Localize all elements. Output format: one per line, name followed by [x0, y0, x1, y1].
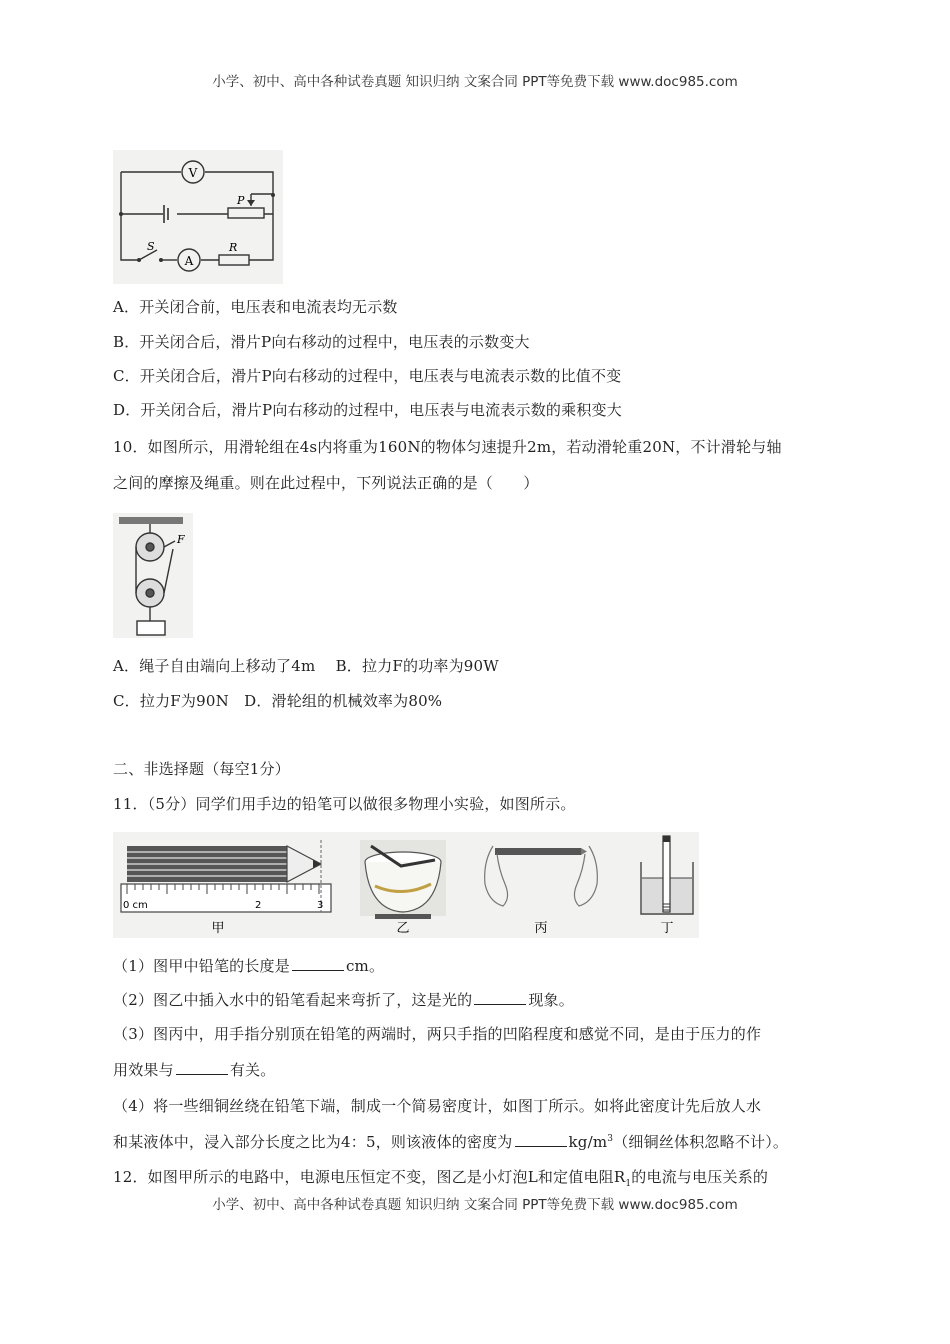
q11-part3-line2 — [113, 1059, 275, 1080]
slider-label: P — [237, 194, 245, 207]
q11-part3-tail: 有关。 — [229, 1061, 276, 1079]
pencil-figure — [113, 832, 699, 938]
q10-options-ab: A．绳子自由端向上移动了4m B．拉力F的功率为90W — [113, 657, 499, 675]
circuit-figure — [113, 150, 283, 284]
q11-part2-tail: 现象。 — [528, 991, 574, 1009]
q9-option-a: A．开关闭合前，电压表和电流表均无示数 — [113, 298, 398, 316]
answer-blank-1[interactable] — [292, 956, 344, 971]
q11-part4-line1: （4）将一些细铜丝绕在铅笔下端，制成一个简易密度计，如图丁所示。如将此密度计先后放人水 — [113, 1097, 762, 1115]
q11-part3-line1: （3）图丙中，用手指分别顶在铅笔的两端时，两只手指的凹陷程度和感觉不同，是由于压力的作 — [113, 1025, 762, 1043]
bowl-image — [360, 840, 446, 919]
q10-stem-line1: 10．如图所示，用滑轮组在4s内将重为160N的物体匀速提升2m，若动滑轮重20N，不计滑轮与轴 — [113, 438, 782, 456]
pulley-figure — [113, 513, 193, 638]
q11-part4-text: 和某液体中，浸入部分长度之比为4：5，则该液体的密度为 — [113, 1133, 513, 1151]
q9-option-c: C．开关闭合后，滑片P向右移动的过程中，电压表与电流表示数的比值不变 — [113, 367, 622, 385]
force-label: F — [177, 533, 185, 546]
q10-stem-line2: 之间的摩擦及绳重。则在此过程中，下列说法正确的是（ ） — [113, 474, 539, 492]
pencil-ruler-image — [121, 840, 331, 912]
q11-part3-text: 用效果与 — [113, 1061, 174, 1079]
q11-part4-tail: （细铜丝体积忽略不计）。 — [613, 1133, 789, 1151]
q11-part2 — [113, 989, 574, 1010]
figure-ding-label: 丁 — [660, 921, 674, 936]
ruler-3-label: 3 — [317, 900, 324, 911]
voltmeter-label: V — [188, 166, 198, 180]
figure-bing-label: 丙 — [534, 921, 548, 936]
switch-label: S — [147, 240, 155, 253]
q12-text-b: 的电流与电压关系的 — [631, 1168, 769, 1186]
q9-option-d: D．开关闭合后，滑片P向右移动的过程中，电压表与电流表示数的乘积变大 — [113, 401, 622, 419]
q11-stem: 11．（5分）同学们用手边的铅笔可以做很多物理小实验，如图所示。 — [113, 795, 576, 813]
q12-stem — [113, 1166, 768, 1189]
figure-jia-label: 甲 — [211, 921, 225, 936]
ruler-zero-label: 0 cm — [123, 900, 148, 911]
q12-text-a: 12．如图甲所示的电路中，电源电压恒定不变，图乙是小灯泡L和定值电阻R — [113, 1168, 626, 1186]
q11-part4-unit: kg/m — [568, 1133, 608, 1151]
q9-option-b: B．开关闭合后，滑片P向右移动的过程中，电压表的示数变大 — [113, 333, 530, 351]
page-header: 小学、初中、高中各种试卷真题 知识归纳 文案合同 PPT等免费下载 www.doc985.com — [212, 74, 738, 90]
q12-sub: 1 — [625, 1179, 632, 1189]
figure-yi-label: 乙 — [396, 921, 410, 936]
page-footer: 小学、初中、高中各种试卷真题 知识归纳 文案合同 PPT等免费下载 www.doc985.com — [212, 1197, 738, 1213]
q11-part1-unit: cm。 — [345, 957, 385, 975]
answer-blank-2[interactable] — [474, 990, 526, 1005]
answer-blank-3[interactable] — [176, 1060, 228, 1075]
q10-options-cd: C．拉力F为90N D．滑轮组的机械效率为80% — [113, 692, 443, 710]
beaker-image — [641, 836, 693, 914]
resistor-label: R — [229, 241, 238, 254]
ruler-2-label: 2 — [255, 900, 262, 911]
fingers-pencil-image — [485, 846, 598, 906]
section-title: 二、非选择题（每空1分） — [113, 760, 290, 778]
q11-part4-line2 — [113, 1131, 788, 1152]
ammeter-label: A — [184, 254, 194, 268]
q11-part1-text: （1）图甲中铅笔的长度是 — [113, 957, 290, 975]
q11-part2-text: （2）图乙中插入水中的铅笔看起来弯折了，这是光的 — [113, 991, 473, 1009]
answer-blank-4[interactable] — [515, 1132, 567, 1147]
q11-part1 — [113, 955, 384, 976]
q11-part4-unit-exp: 3 — [607, 1134, 614, 1144]
